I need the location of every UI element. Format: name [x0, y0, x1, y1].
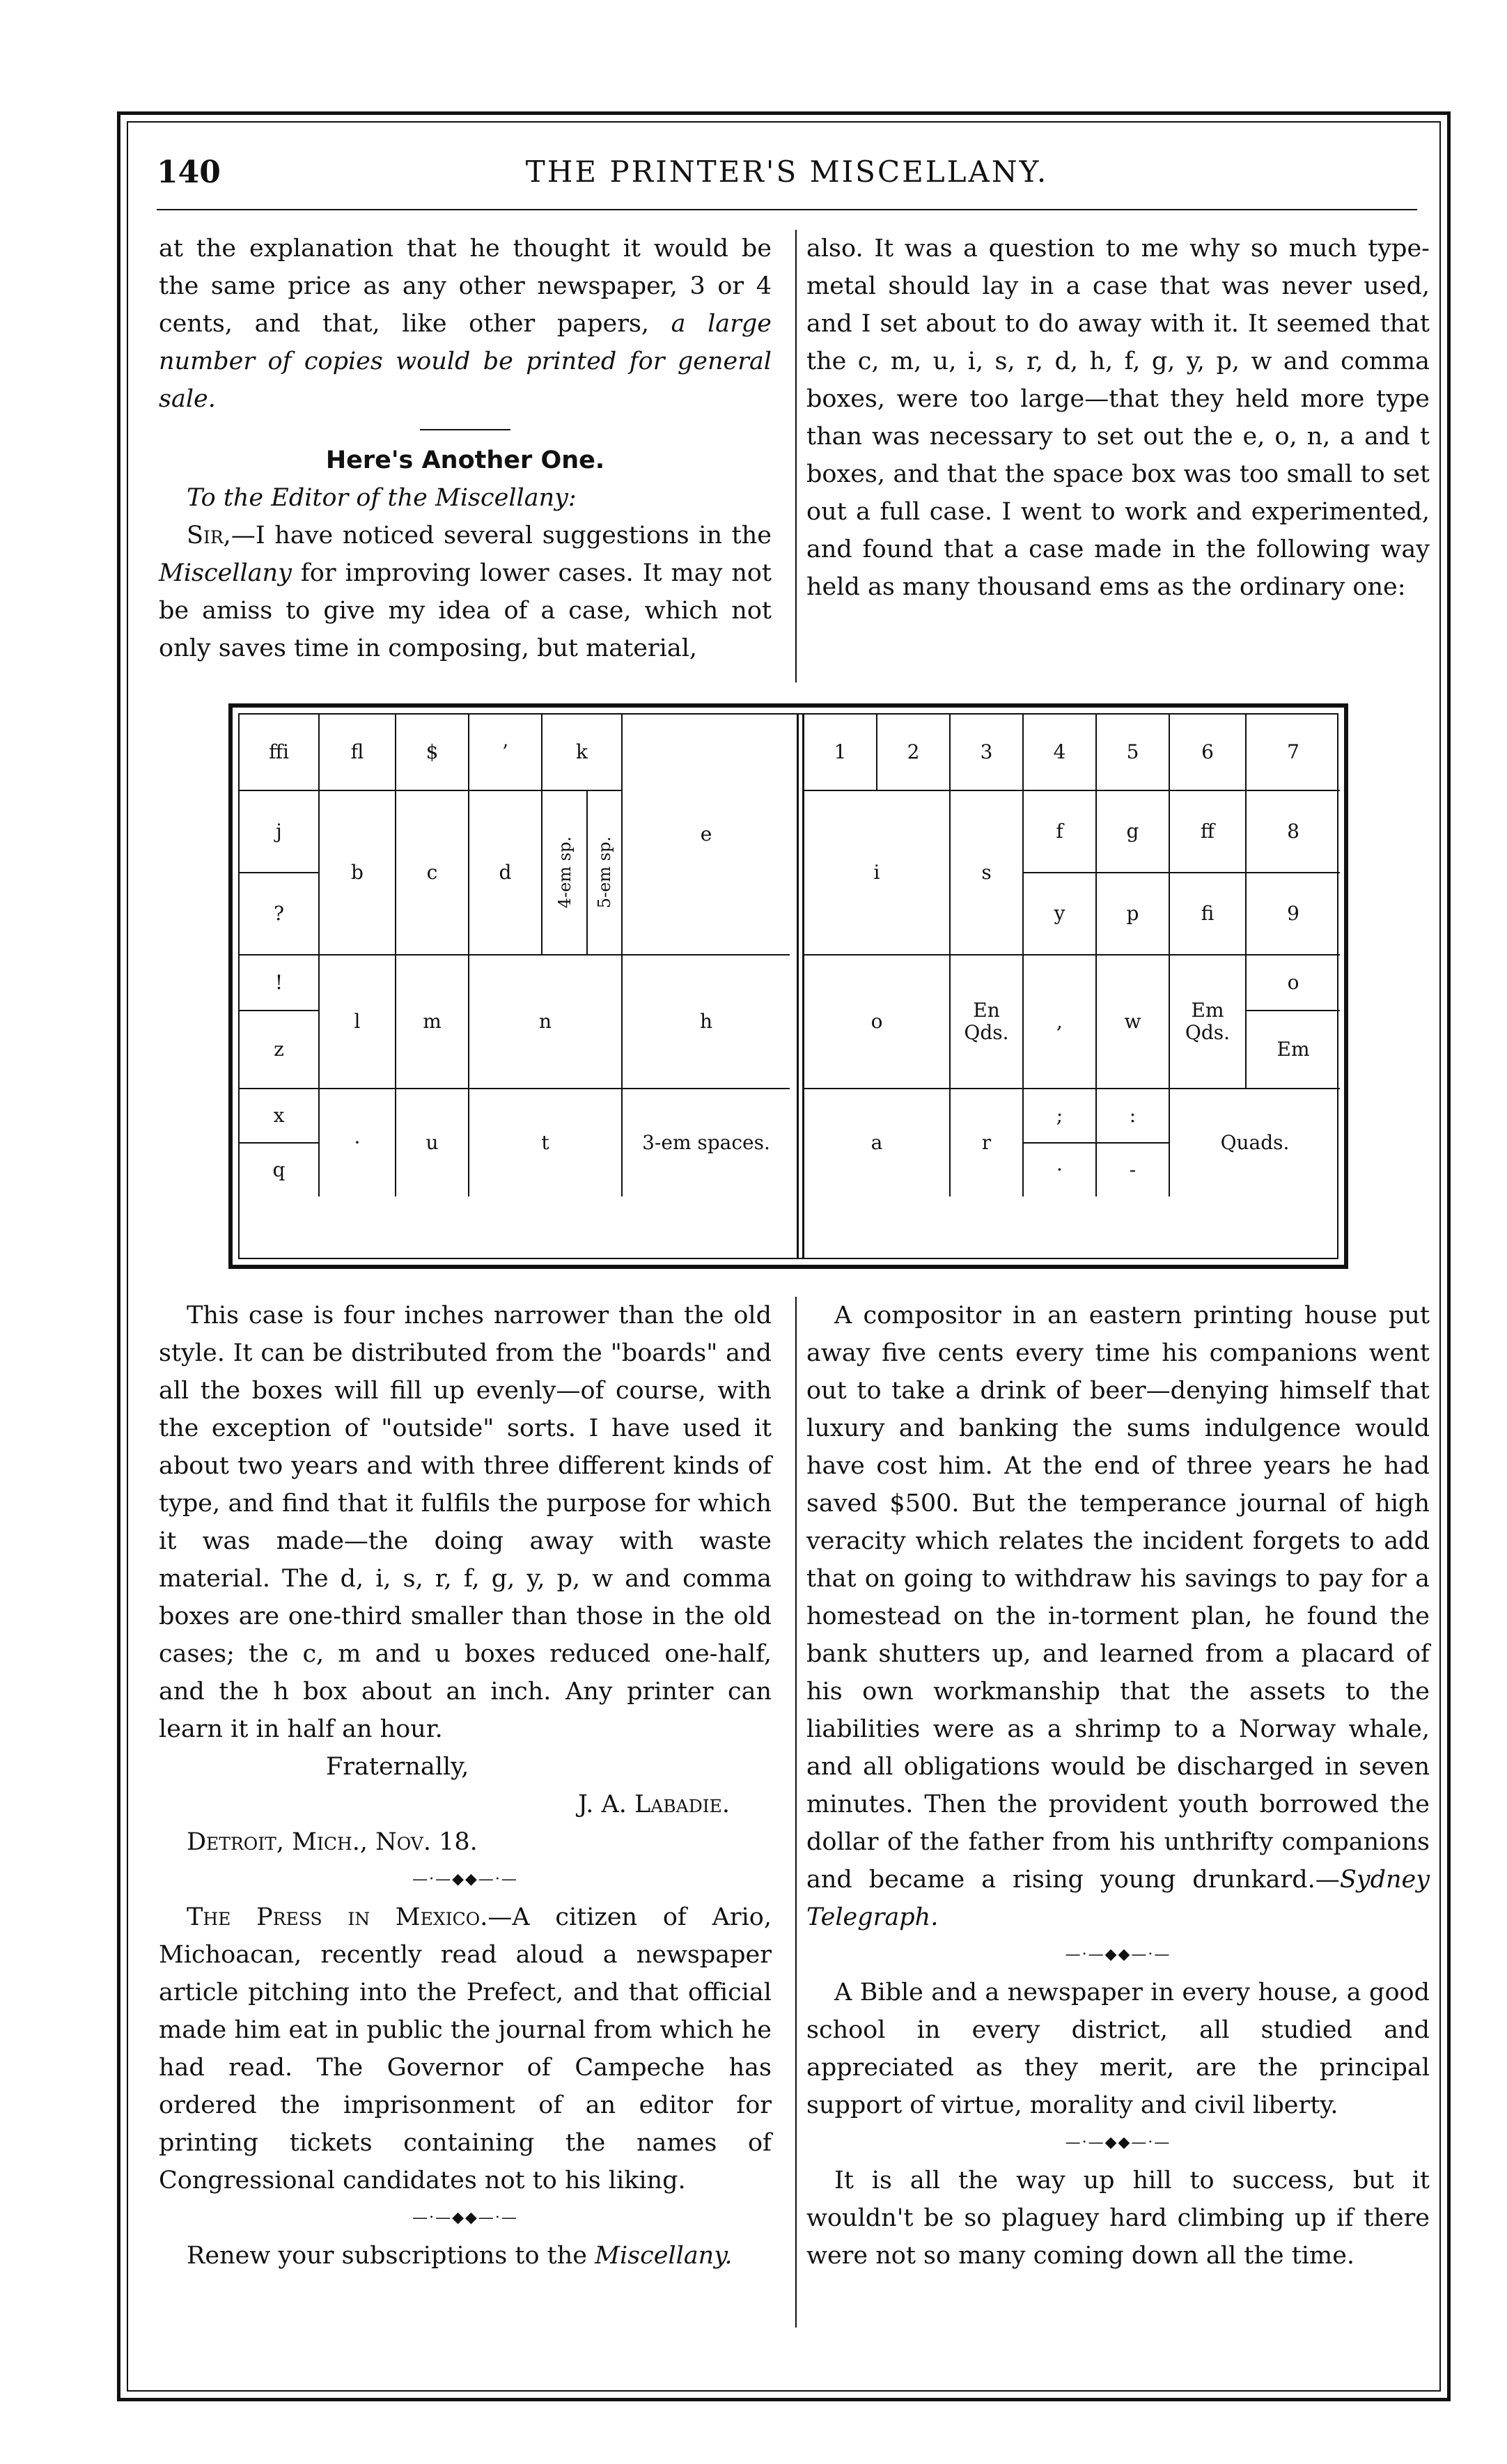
case-lower-left — [240, 715, 799, 1258]
closing: Fraternally, — [326, 1753, 469, 1781]
paragraph-press-in-mexico: The Press in Mexico.—A citizen of Ario, Michoacan, recently read aloud a newspaper article pitching into the Prefect, and that official made him eat in public the journal from which he had read. The Governor of Campeche has ordered the imprisonment of an editor for printing tickets containing the names of Congressional candidates not to his liking. — [159, 1903, 772, 2194]
page-header — [157, 155, 1417, 203]
box-en-quads: En Qds. — [951, 956, 1024, 1089]
box-p: p — [1097, 873, 1170, 956]
box-em-quads: Em Qds. — [1170, 956, 1247, 1089]
box-f: f — [1024, 791, 1097, 873]
running-title: THE PRINTER'S MISCELLANY. — [525, 155, 1049, 189]
box-r: r — [951, 1089, 1024, 1196]
ornament-divider: —·—◆◆—·— — [412, 1871, 518, 1888]
box-ffi: ffi — [240, 715, 320, 791]
box-ff: ff — [1170, 791, 1247, 873]
box-4: 4 — [1024, 715, 1097, 791]
box-y: y — [1024, 873, 1097, 956]
box-dot: · — [1024, 1144, 1097, 1196]
box-a: a — [804, 1089, 951, 1196]
ornament-divider: —·—◆◆—·— — [412, 2209, 518, 2227]
article-heading: Here's Another One. — [325, 446, 605, 474]
box-s: s — [951, 791, 1024, 956]
box-6: 6 — [1170, 715, 1247, 791]
signature: J. A. Labadie. — [577, 1791, 730, 1818]
short-rule — [420, 429, 510, 430]
box-fl: fl — [320, 715, 396, 791]
case-lower-right — [802, 715, 1337, 1258]
box-5-em-space: 5-em sp. — [588, 791, 623, 956]
column-divider-top — [795, 230, 797, 683]
box-8: 8 — [1247, 791, 1340, 873]
box-hyphen: - — [1097, 1144, 1170, 1196]
top-left-column — [159, 230, 772, 667]
type-case-diagram — [228, 703, 1348, 1269]
paragraph-letter-start: Sir,—I have noticed several suggestions in the Miscellany for improving lower cases. It may not be amiss to give my idea of a case, which not only saves time in composing, but material, — [159, 522, 772, 662]
box-fi: fi — [1170, 873, 1247, 956]
box-e: e — [623, 715, 790, 956]
box-9: 9 — [1247, 873, 1340, 956]
box-l: l — [320, 956, 396, 1089]
box-q: q — [240, 1144, 320, 1196]
box-z: z — [240, 1011, 320, 1089]
box-question-mark: ? — [240, 873, 320, 956]
box-comma: , — [1024, 956, 1097, 1089]
box-h: h — [623, 956, 790, 1089]
box-k: k — [542, 715, 623, 791]
paragraph-bible-newspaper: A Bible and a newspaper in every house, a good school in every district, all studied and appreciated as they merit, are the principal support of virtue, morality and civil liberty. — [806, 1979, 1430, 2119]
paragraph-letter-cont: also. It was a question to me why so much type-metal should lay in a case that was never used, and I set about to do away with it. It seemed that the c, m, u, i, s, r, d, h, f, g, y, p, w and comma boxes, were too large—that they held more type than was necessary to set out the e, o, n, a and t boxes, and that the space box was too small to set out a full case. I went to work and experimented, and found that a case made in the following way held as many thousand ems as the ordinary one: — [806, 235, 1430, 601]
salutation: To the Editor of the Miscellany: — [187, 484, 577, 512]
box-1: 1 — [804, 715, 877, 791]
box-m: m — [396, 956, 469, 1089]
box-colon: : — [1097, 1089, 1170, 1144]
bottom-left-column — [159, 1297, 772, 2275]
dateline: Detroit, Mich., Nov. 18. — [187, 1828, 478, 1856]
top-right-column — [806, 230, 1430, 606]
column-divider-bottom — [795, 1297, 797, 2327]
box-d: d — [469, 791, 542, 956]
box-dollar: $ — [396, 715, 469, 791]
paragraph-case-description: This case is four inches narrower than the old style. It can be distributed from the "boards" and all the boxes will fill up evenly—of course, with the exception of "outside" sorts. I have used it about two years and with three different kinds of type, and find that it fulfils the purpose for which it was made—the doing away with waste material. The d, i, s, r, f, g, y, p, w and comma boxes are one-third smaller than those in the old cases; the c, m and u boxes reduced one-half, and the h box about an inch. Any printer can learn it in half an hour. — [159, 1302, 772, 1743]
box-4-em-space: 4-em sp. — [542, 791, 588, 956]
box-i: i — [804, 791, 951, 956]
box-c: c — [396, 791, 469, 956]
box-exclamation: ! — [240, 956, 320, 1011]
paragraph-compositor: A compositor in an eastern printing house put away five cents every time his companions went out to take a drink of beer—denying himself that luxury and banking the sums indulgence would have cost him. At the end of three years he had saved $500. But the temperance journal of high veracity which relates the incident forgets to add that on going to withdraw his savings to pay for a homestead on the in-torment plan, he found the bank shutters up, and learned from a placard of his own workmanship that the assets to the liabilities were as a shrimp to a Norway whale, and all obligations would be discharged in seven minutes. Then the provident youth borrowed the dollar of the father from his unthrifty companions and became a rising young drunkard.—Sydney Telegraph. — [806, 1302, 1430, 1931]
ornament-divider: —·—◆◆—·— — [1065, 2134, 1171, 2151]
box-g: g — [1097, 791, 1170, 873]
box-3-em-spaces: 3-em spaces. — [642, 1131, 770, 1154]
box-3: 3 — [951, 715, 1024, 791]
box-b: b — [320, 791, 396, 956]
box-o: o — [804, 956, 951, 1089]
box-em-dash: Em — [1247, 1011, 1340, 1089]
paragraph-explanation: at the explanation that he thought it would be the same price as any other newspaper, 3 or 4 cents, and that, like other papers, a large number of copies would be printed for general sale. — [159, 235, 772, 413]
box-semicolon: ; — [1024, 1089, 1097, 1144]
bottom-right-column — [806, 1297, 1430, 2275]
page-number: 140 — [157, 155, 221, 190]
box-t: t — [469, 1089, 623, 1196]
ornament-divider: —·—◆◆—·— — [1065, 1946, 1171, 1963]
header-rule — [157, 209, 1417, 210]
box-j: j — [240, 791, 320, 873]
paragraph-uphill: It is all the way up hill to success, but it wouldn't be so plaguey hard climbing up if there were not so many coming down all the time. — [806, 2167, 1430, 2270]
box-w: w — [1097, 956, 1170, 1089]
renew-notice: Renew your subscriptions to the Miscellany. — [187, 2242, 733, 2270]
box-apostrophe: ’ — [469, 715, 542, 791]
box-quads: Quads. — [1220, 1131, 1290, 1154]
box-period: · — [320, 1089, 396, 1196]
box-n: n — [469, 956, 623, 1089]
box-x: x — [240, 1089, 320, 1144]
box-o-small: o — [1247, 956, 1340, 1011]
box-2: 2 — [877, 715, 951, 791]
box-5: 5 — [1097, 715, 1170, 791]
box-7: 7 — [1247, 715, 1340, 791]
box-u: u — [396, 1089, 469, 1196]
